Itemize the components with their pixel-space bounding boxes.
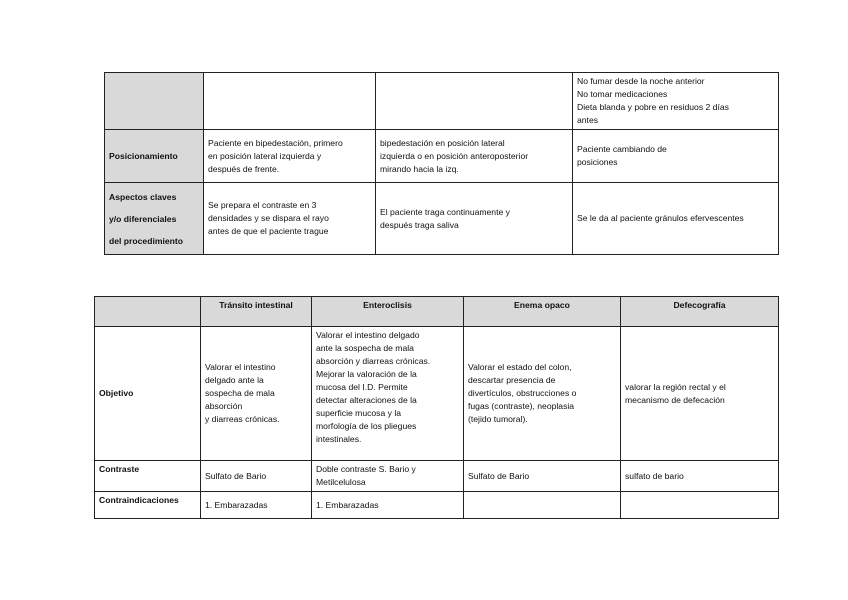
cell-objetivo-enema (464, 327, 621, 461)
text-line: Metilcelulosa (316, 477, 366, 487)
text-line: Mejorar la valoración de la (316, 369, 417, 379)
text-line: y/o diferenciales (109, 213, 177, 224)
text-line: izquierda o en posición anteroposterior (380, 150, 529, 161)
text-line: después de frente. (208, 163, 280, 174)
table-row-key-aspects (105, 183, 779, 255)
cell-aspects-col3 (573, 183, 779, 255)
cell-pos-col3 (573, 130, 779, 183)
text-line: Paciente en bipedestación, primero (208, 137, 343, 148)
study-comparison-table (94, 296, 779, 519)
cell-prep-col2 (376, 73, 573, 130)
cell-contraind-transito: 1. Embarazadas (201, 492, 312, 519)
table-row-positioning (105, 130, 779, 183)
cell-objetivo-defecografia (621, 327, 779, 461)
cell-contraind-defecografia (621, 492, 779, 519)
cell-contraste-enema: Sulfato de Bario (464, 461, 621, 492)
header-enteroclisis: Enteroclisis (312, 297, 464, 327)
cell-prep-col3 (573, 73, 779, 130)
text-line: Valorar el intestino delgado (316, 330, 420, 340)
text-line: Se prepara el contraste en 3 (208, 200, 317, 210)
text-line: delgado ante la (205, 375, 264, 385)
cell-contraste-transito: Sulfato de Bario (201, 461, 312, 492)
row-label-contraindicaciones: Contraindicaciones (95, 492, 201, 519)
row-label-contraste: Contraste (95, 461, 201, 492)
text-line: intestinales. (316, 434, 362, 444)
text-line: descartar presencia de (468, 375, 556, 385)
table-row-preparation (105, 73, 779, 130)
cell-contraste-defecografia: sulfato de bario (621, 461, 779, 492)
cell-prep-col1 (204, 73, 376, 130)
text-line: sospecha de mala (205, 388, 275, 398)
cell-objetivo-transito (201, 327, 312, 461)
cell-pos-col1 (204, 130, 376, 183)
text-line: y diarreas crónicas. (205, 414, 280, 424)
text-line: divertículos, obstrucciones o (468, 388, 577, 398)
table-row-contraindicaciones (95, 492, 779, 519)
cell-objetivo-enteroclisis (312, 327, 464, 461)
text-line: Dieta blanda y pobre en residuos 2 días (577, 102, 729, 112)
row-label-key-aspects (105, 183, 204, 255)
text-line: superficie mucosa y la (316, 408, 402, 418)
row-label-objetivo: Objetivo (95, 327, 201, 461)
text-line: El paciente traga continuamente y (380, 206, 510, 217)
text-line: antes de que el paciente trague (208, 226, 329, 236)
text-line: mirando hacia la izq. (380, 163, 459, 174)
text-line: en posición lateral izquierda y (208, 150, 322, 161)
text-line: ante la sospecha de mala (316, 343, 414, 353)
text-line: absorción y diarreas crónicas. (316, 356, 431, 366)
text-line: bipedestación en posición lateral (380, 137, 505, 148)
text-line: antes (577, 115, 599, 125)
cell-contraind-enema (464, 492, 621, 519)
table-header-row (95, 297, 779, 327)
text-line: mecanismo de defecación (625, 394, 725, 405)
cell-aspects-col2 (376, 183, 573, 255)
text-line: Aspectos claves (109, 191, 177, 202)
text-line: Doble contraste S. Bario y (316, 464, 416, 474)
text-line: fugas (contraste), neoplasia (468, 401, 575, 411)
text-line: Valorar el intestino (205, 362, 276, 372)
table-row-contraste (95, 461, 779, 492)
cell-pos-col2 (376, 130, 573, 183)
text-line: del procedimiento (109, 235, 184, 246)
text-line: Se le da al paciente gránulos efervescentes (577, 213, 744, 223)
header-defecografia: Defecografía (621, 297, 779, 327)
text-line: morfología de los pliegues (316, 421, 417, 431)
cell-contraste-enteroclisis (312, 461, 464, 492)
header-enema-opaco: Enema opaco (464, 297, 621, 327)
cell-contraind-enteroclisis: 1. Embarazadas (312, 492, 464, 519)
row-label-positioning: Posicionamiento (105, 130, 204, 183)
text-line: No tomar medicaciones (577, 89, 668, 99)
header-transito-intestinal: Tránsito intestinal (201, 297, 312, 327)
text-line: detectar alteraciones de la (316, 395, 417, 405)
procedure-table-top (104, 72, 779, 255)
text-line: posiciones (577, 157, 618, 167)
cell-aspects-col1 (204, 183, 376, 255)
text-line: Paciente cambiando de (577, 144, 667, 154)
text-line: Valorar el estado del colon, (468, 362, 572, 372)
text-line: valorar la región rectal y el (625, 381, 726, 392)
header-empty (95, 297, 201, 327)
text-line: después traga saliva (380, 219, 459, 230)
text-line: No fumar desde la noche anterior (577, 76, 705, 86)
text-line: absorción (205, 401, 243, 411)
row-label-preparation (105, 73, 204, 130)
table-row-objetivo (95, 327, 779, 461)
text-line: densidades y se dispara el rayo (208, 213, 329, 223)
text-line: (tejido tumoral). (468, 414, 528, 424)
text-line: mucosa del I.D. Permite (316, 382, 408, 392)
